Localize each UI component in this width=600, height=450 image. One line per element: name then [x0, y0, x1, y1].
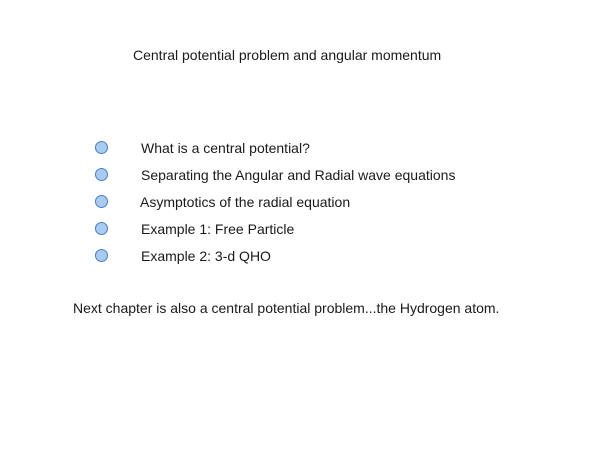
list-item: [95, 134, 455, 161]
circle-bullet-icon: [95, 141, 108, 154]
list-item-label: Asymptotics of the radial equation: [140, 193, 351, 210]
slide-title: Central potential problem and angular momentum: [133, 47, 442, 63]
list-item-label: Example 1: Free Particle: [141, 220, 295, 237]
list-item: [95, 161, 455, 188]
circle-bullet-icon: [95, 249, 108, 262]
list-item-label: Separating the Angular and Radial wave equations: [141, 166, 456, 183]
list-item: [95, 215, 455, 242]
topic-list: [95, 134, 455, 269]
circle-bullet-icon: [95, 222, 108, 235]
footer-note: Next chapter is also a central potential problem...the Hydrogen atom.: [73, 300, 500, 316]
circle-bullet-icon: [95, 195, 108, 208]
list-item-label: Example 2: 3-d QHO: [141, 247, 271, 264]
list-item: [95, 188, 455, 215]
list-item-label: What is a central potential?: [141, 139, 310, 156]
list-item: [95, 242, 455, 269]
circle-bullet-icon: [95, 168, 108, 181]
